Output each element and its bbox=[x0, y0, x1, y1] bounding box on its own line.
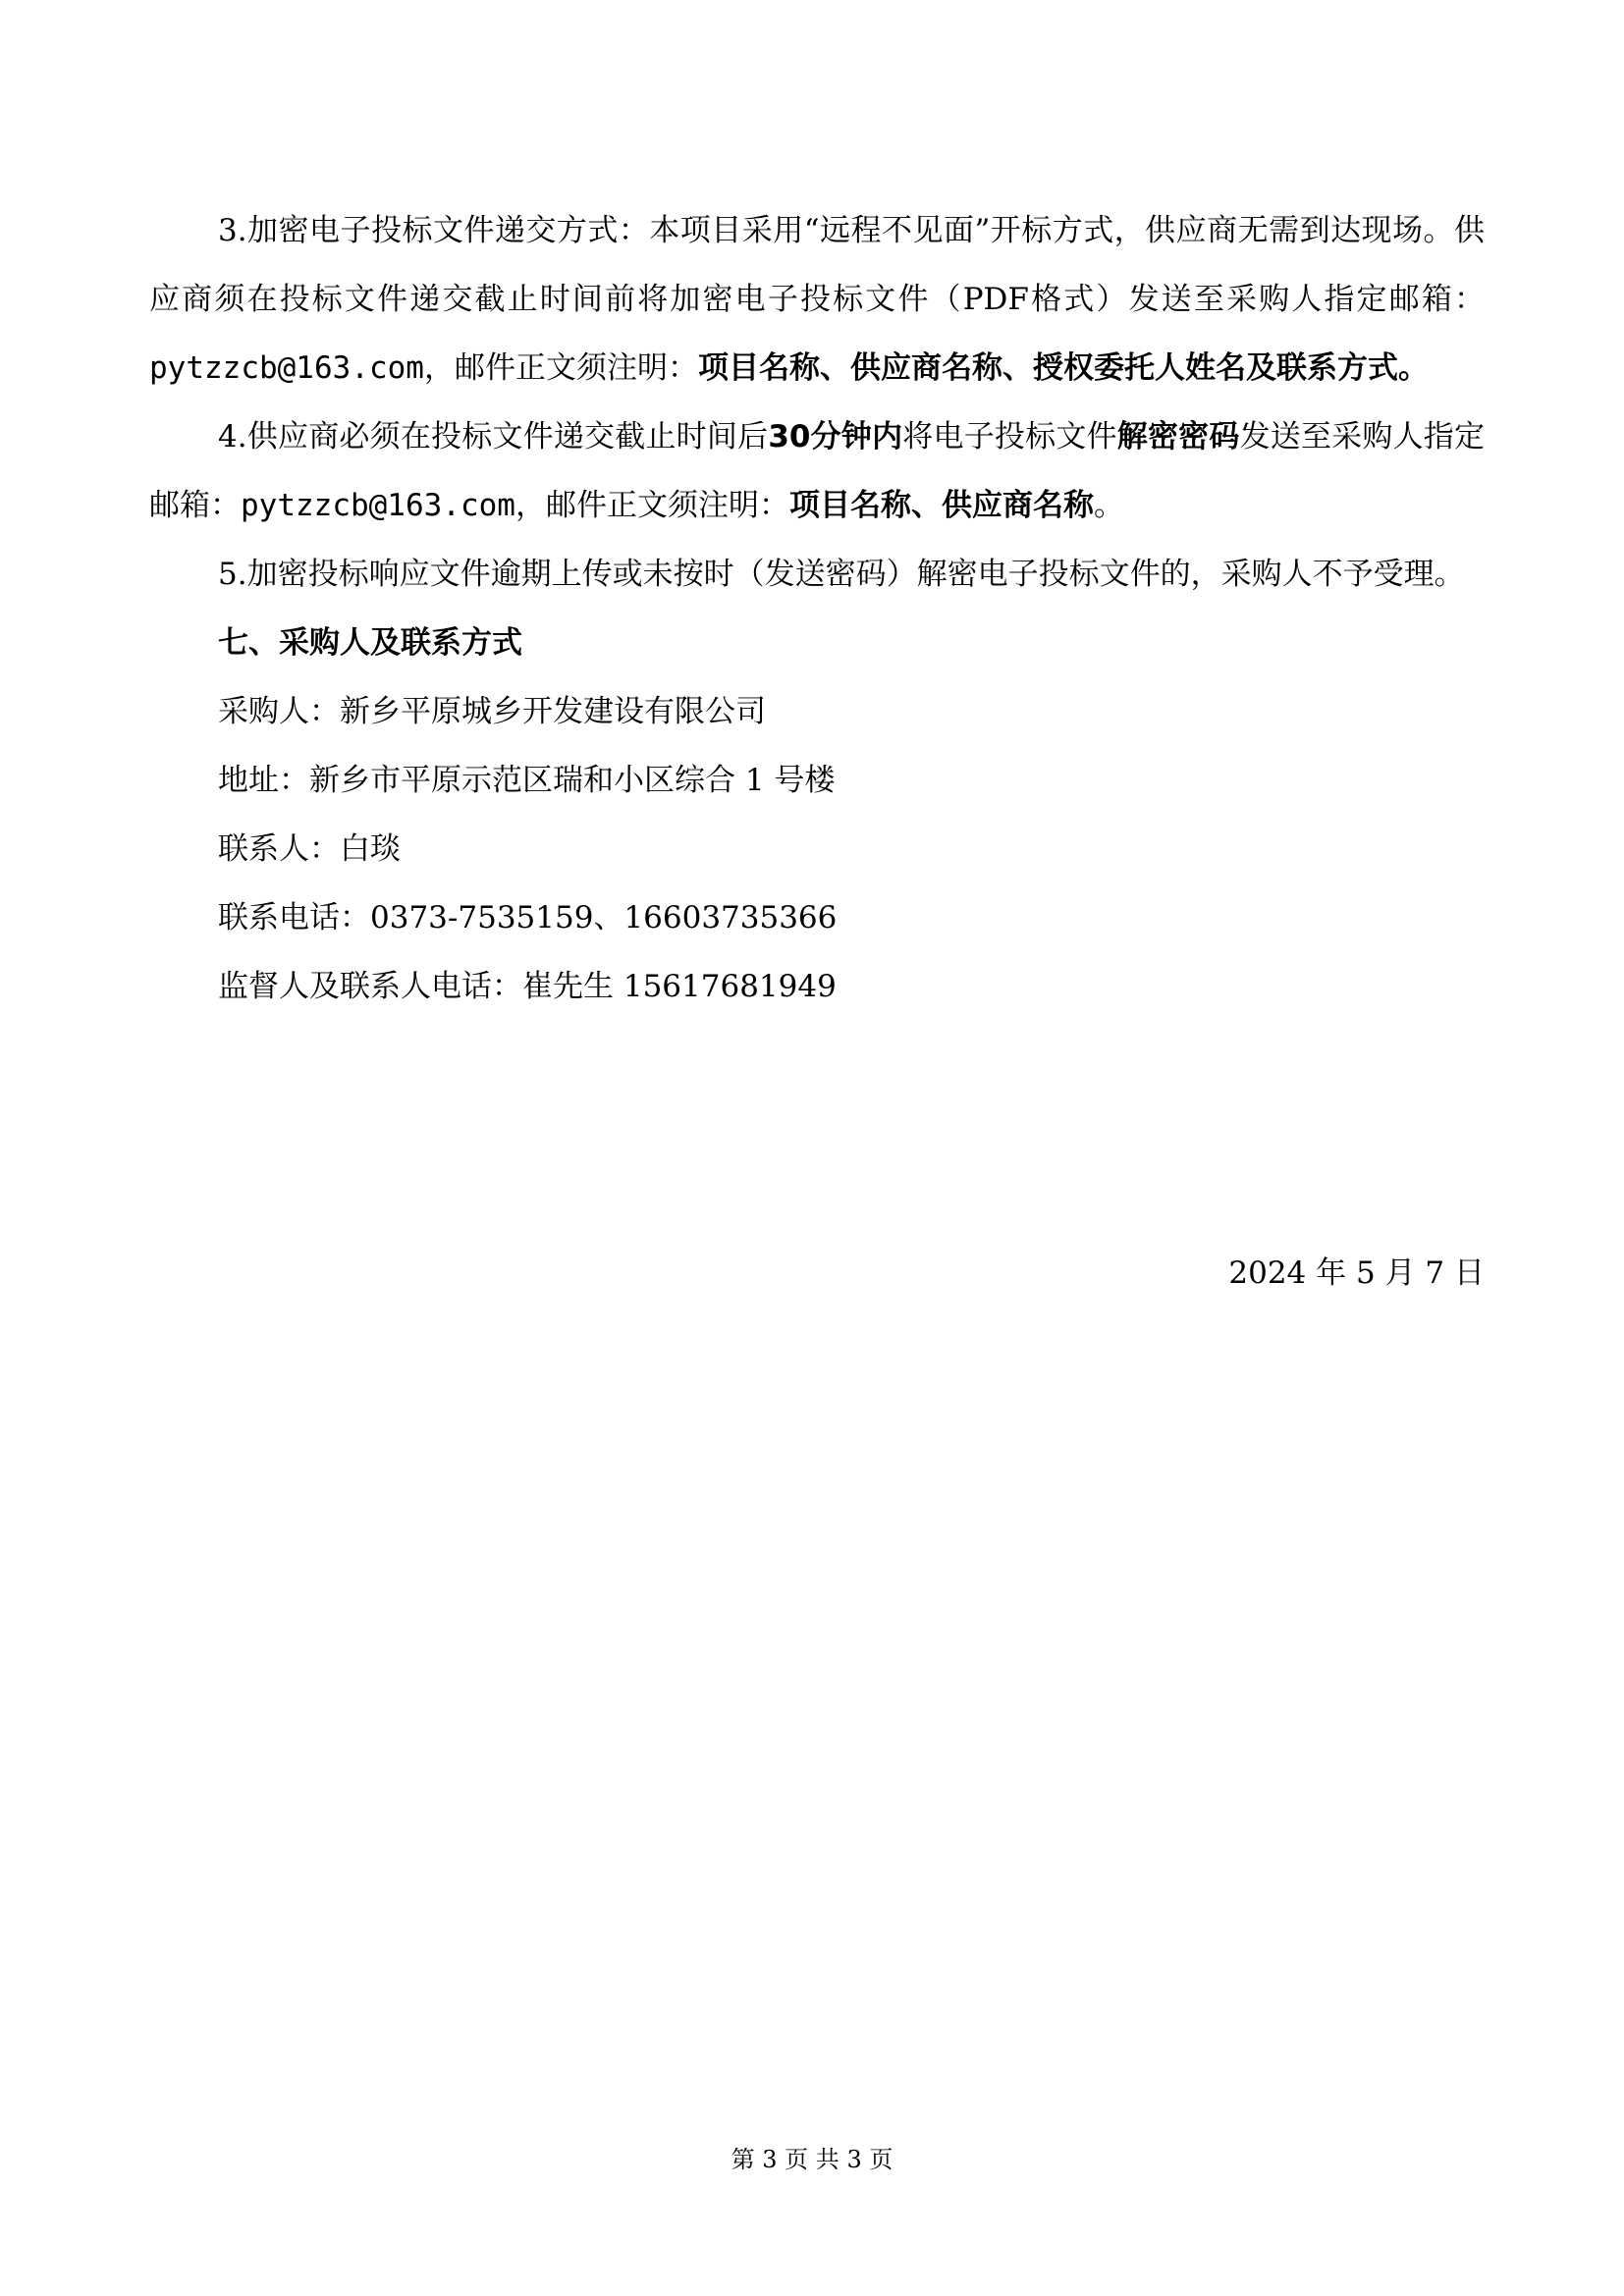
document-date: 2024 年 5 月 7 日 bbox=[1228, 1255, 1485, 1291]
item4-bold-time: 30分钟内 bbox=[768, 419, 903, 454]
contact-phone-line: 联系电话：0373-7535159、16603735366 bbox=[218, 900, 838, 935]
supervisor-line: 监督人及联系人电话：崔先生 15617681949 bbox=[218, 969, 837, 1004]
address-line: 地址：新乡市平原示范区瑞和小区综合 1 号楼 bbox=[218, 763, 836, 798]
item4-text: 4.供应商必须在投标文件递交截止时间后 bbox=[218, 419, 769, 454]
item4-email: pytzzcb@163.com bbox=[241, 488, 515, 523]
item3-email: pytzzcb@163.com bbox=[149, 350, 424, 386]
item4-bold-password: 解密密码 bbox=[1116, 419, 1240, 454]
section-7-heading: 七、采购人及联系方式 bbox=[218, 625, 522, 661]
paragraph-item-4 bbox=[149, 402, 1485, 540]
item4-bold-names: 项目名称、供应商名称 bbox=[788, 488, 1094, 523]
purchaser-line: 采购人：新乡平原城乡开发建设有限公司 bbox=[218, 694, 766, 729]
item3-text: 3.加密电子投标文件递交方式：本项目采用“远程不见面”开标方式，供应商无需到达现场。供应商须在投标文件递交截止时间前将加密电子投标文件（PDF格式）发送至采购人指定邮箱： bbox=[149, 213, 1485, 317]
item3-middle: ，邮件正文须注明： bbox=[423, 350, 698, 386]
item4-middle1: 将电子投标文件 bbox=[902, 419, 1117, 454]
item3-bold: 项目名称、供应商名称、授权委托人姓名及联系方式。 bbox=[697, 350, 1429, 386]
paragraph-item-3 bbox=[149, 196, 1485, 402]
item4-middle2: 发送至采购人指定邮箱： bbox=[149, 419, 1486, 523]
item4-middle3: ，邮件正文须注明： bbox=[514, 488, 789, 523]
item4-suffix: 。 bbox=[1093, 488, 1124, 523]
paragraph-item-5: 5.加密投标响应文件逾期上传或未按时（发送密码）解密电子投标文件的，采购人不予受理。 bbox=[218, 557, 1465, 592]
contact-person-line: 联系人：白琰 bbox=[218, 831, 401, 867]
document-body bbox=[149, 196, 1485, 1021]
page-footer: 第 3 页 共 3 页 bbox=[731, 2146, 893, 2173]
